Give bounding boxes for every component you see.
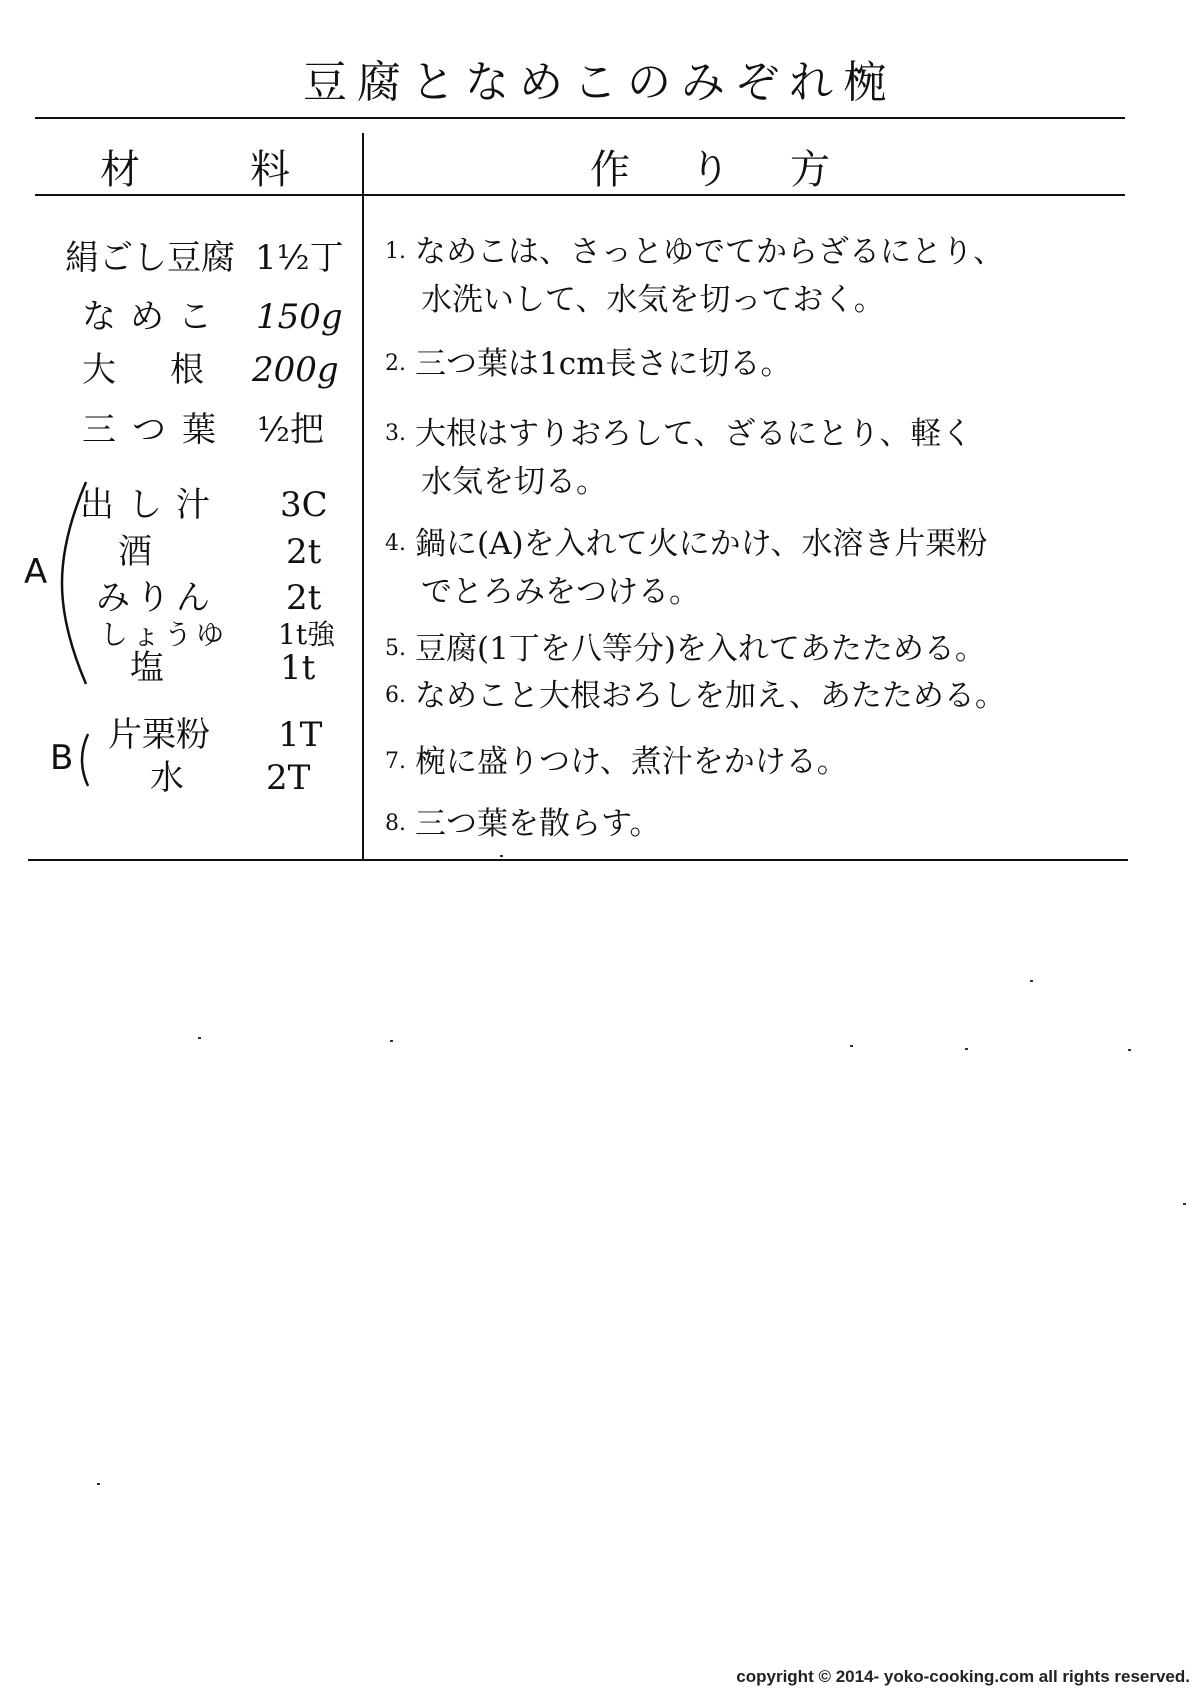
scan-speck xyxy=(850,1045,853,1047)
ingredient-row xyxy=(82,350,362,390)
ingredient-name: 片栗粉 xyxy=(108,715,210,755)
ingredient-name: 酒 xyxy=(118,532,152,572)
method-step xyxy=(385,520,1125,616)
step-number: 1. xyxy=(385,239,406,264)
step-text: 三つ葉は1cm長さに切る。 xyxy=(415,346,792,382)
ingredients-header-char-2: 料 xyxy=(250,147,290,193)
table-top-rule xyxy=(35,117,1125,119)
step-number: 4. xyxy=(385,531,406,556)
ingredient-amount: 2t xyxy=(286,578,322,618)
ingredient-amount: 150g xyxy=(256,297,343,337)
step-number: 3. xyxy=(385,421,406,446)
ingredient-name: しょうゆ xyxy=(100,618,229,651)
ingredient-amount: 2t xyxy=(286,532,322,572)
ingredient-name: 水 xyxy=(150,758,184,798)
method-step xyxy=(385,410,1125,506)
group-b-label: B xyxy=(50,738,74,778)
ingredient-amount: 1t強 xyxy=(278,618,336,651)
group-b-item xyxy=(108,715,340,755)
scan-speck xyxy=(965,1048,968,1050)
method-step xyxy=(385,340,1125,388)
scan-speck xyxy=(1030,980,1033,982)
scan-speck xyxy=(500,855,503,857)
step-number: 5. xyxy=(385,636,406,661)
ingredient-amount: 1T xyxy=(278,715,323,755)
group-b-item xyxy=(150,758,340,798)
ingredient-amount: 200g xyxy=(252,350,339,390)
method-step xyxy=(385,738,1125,786)
step-number: 7. xyxy=(385,749,406,774)
group-a-item xyxy=(100,620,350,650)
step-text-continued: 水気を切る。 xyxy=(421,464,607,500)
ingredient-name: 三つ葉 xyxy=(82,410,232,450)
recipe-title: 豆腐となめこのみぞれ椀 xyxy=(303,57,897,108)
group-a-item xyxy=(80,485,340,525)
ingredients-header-char-1: 材 xyxy=(100,147,140,193)
step-text: 豆腐(1丁を八等分)を入れてあたためる。 xyxy=(415,631,986,667)
scan-speck xyxy=(390,1040,393,1042)
group-a-item xyxy=(118,532,340,572)
ingredients-header xyxy=(100,138,290,195)
ingredient-name: 出し汁 xyxy=(80,485,224,525)
step-text: 三つ葉を散らす。 xyxy=(415,806,661,842)
ingredient-name: 大 根 xyxy=(82,350,214,390)
step-number: 8. xyxy=(385,811,406,836)
group-b-bracket xyxy=(72,730,92,790)
ingredient-amount: 1t xyxy=(280,648,316,688)
column-divider xyxy=(362,133,364,859)
method-step xyxy=(385,800,1125,848)
step-text-continued: でとろみをつける。 xyxy=(421,574,700,610)
ingredient-amount: 1½丁 xyxy=(255,238,344,278)
step-number: 2. xyxy=(385,351,406,376)
ingredient-amount: ½把 xyxy=(257,410,324,450)
scan-speck xyxy=(97,1483,100,1485)
step-text: 椀に盛りつけ、煮汁をかける。 xyxy=(415,744,848,780)
group-a-item xyxy=(96,578,340,618)
ingredient-amount: 2T xyxy=(266,758,311,798)
ingredient-name: 絹ごし豆腐 xyxy=(65,238,235,278)
step-text: なめこと大根おろしを加え、あたためる。 xyxy=(415,678,1006,714)
method-step xyxy=(385,625,1125,673)
ingredient-amount: 3C xyxy=(280,485,328,525)
scan-speck xyxy=(1183,1203,1186,1205)
ingredient-name: なめこ xyxy=(82,297,226,337)
ingredient-row xyxy=(82,297,362,337)
scan-speck xyxy=(198,1037,201,1039)
method-step xyxy=(385,672,1125,720)
group-a-item xyxy=(130,648,340,688)
ingredient-row xyxy=(82,410,362,450)
method-header: 作り方 xyxy=(590,147,890,193)
scan-speck xyxy=(1128,1049,1131,1051)
group-a-label: A xyxy=(24,552,48,592)
step-text: 鍋に(A)を入れて火にかけ、水溶き片栗粉 xyxy=(415,526,988,562)
step-number: 6. xyxy=(385,683,406,708)
step-text: なめこは、さっとゆでてからざるにとり、 xyxy=(415,234,1004,270)
ingredient-row xyxy=(65,238,345,278)
step-text-continued: 水洗いして、水気を切っておく。 xyxy=(421,282,885,318)
ingredient-name: みりん xyxy=(96,578,216,618)
method-step xyxy=(385,228,1125,324)
ingredient-name: 塩 xyxy=(130,648,164,688)
table-bottom-rule xyxy=(28,859,1128,861)
step-text: 大根はすりおろして、ざるにとり、軽く xyxy=(415,416,973,452)
copyright-notice: copyright © 2014- yoko-cooking.com all rights reserved. xyxy=(736,1667,1190,1686)
